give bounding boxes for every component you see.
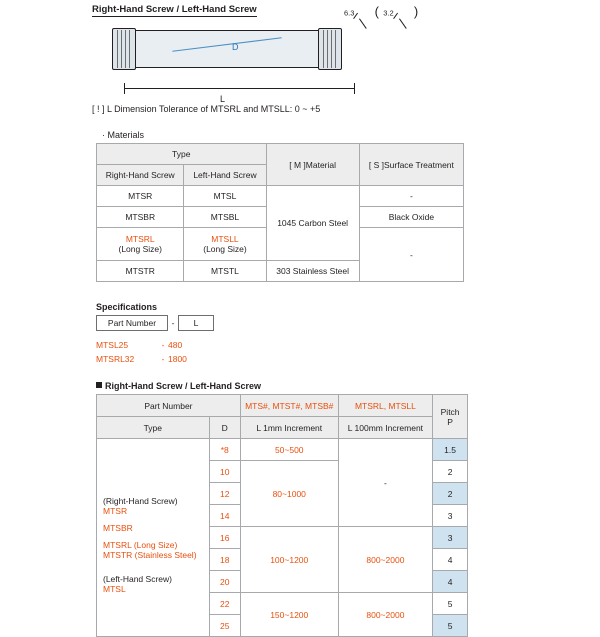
bt-header-group1 (240, 395, 338, 417)
materials-header-material: [ M ]Material (266, 144, 359, 186)
table-row (97, 144, 464, 165)
materials-table (96, 143, 464, 282)
example-dash-2: - (161, 354, 165, 364)
material-left-1: MTSL (184, 186, 266, 207)
formula-dash: - (171, 318, 175, 328)
bt-header-type: Type (97, 417, 210, 439)
bt-header-part-number: Part Number (97, 395, 241, 417)
roughness-symbol-1 (342, 8, 372, 19)
material-left-3-code: MTSLL (211, 234, 239, 244)
l-box: L (178, 315, 214, 331)
dimension-d-label: D (232, 42, 239, 52)
d-value-5: 16 (209, 527, 240, 549)
range-col2-1: - (338, 439, 433, 527)
pitch-value-7: 4 (433, 571, 468, 593)
bt-header-group2 (338, 395, 433, 417)
part-number-examples (96, 338, 187, 366)
material-surface-3: - (359, 228, 463, 282)
material-right-1: MTSR (97, 186, 184, 207)
bt-header-inc2: L 100mm Increment (338, 417, 433, 439)
bt-header-group2-text: MTSRL, MTSLL (354, 400, 416, 411)
threaded-shaft-illustration (112, 28, 342, 104)
example-l-1: 480 (168, 340, 183, 350)
d-value-8: 22 (209, 593, 240, 615)
roughness-value-2: 3.2 (383, 9, 394, 18)
range-col2-3: 800~2000 (338, 593, 433, 637)
bt-header-group1-text: MTS#, MTST#, MTSB# (245, 400, 334, 411)
range-col1-1: 50~500 (240, 439, 338, 461)
type-line-8: MTSL (103, 583, 126, 594)
roughness-paren-close: ) (413, 4, 419, 19)
material-right-2: MTSBR (97, 207, 184, 228)
dimensions-table (96, 394, 468, 637)
material-name-stainless: 303 Stainless Steel (266, 261, 359, 282)
range-col1-4: 150~1200 (240, 593, 338, 637)
roughness-value-1: 6.3 (344, 9, 355, 18)
pitch-value-2: 2 (433, 461, 468, 483)
shaft-thread-right (318, 28, 342, 70)
table-row (97, 395, 468, 417)
bottom-section-title-text: Right-Hand Screw / Left-Hand Screw (105, 381, 262, 391)
bt-header-pitch-text: Pitch (440, 406, 460, 417)
range-col1-2: 80~1000 (240, 461, 338, 527)
material-name-carbon: 1045 Carbon Steel (266, 186, 359, 261)
type-line-1: (Right-Hand Screw) (103, 495, 178, 506)
d-value-3: 12 (209, 483, 240, 505)
type-line-2: MTSR (103, 505, 128, 516)
material-surface-1: - (359, 186, 463, 207)
materials-label: · Materials (102, 130, 145, 140)
bt-type-cell (97, 439, 210, 637)
bt-header-pitch (433, 395, 468, 439)
dimension-l-tick-left (124, 83, 125, 94)
material-left-3 (184, 228, 266, 261)
material-right-3-code: MTSRL (125, 234, 155, 244)
roughness-symbol-2 (381, 8, 411, 19)
specifications-title: Specifications (96, 302, 158, 312)
d-value-2: 10 (209, 461, 240, 483)
type-line-7: (Left-Hand Screw) (103, 573, 172, 584)
d-value-4: 14 (209, 505, 240, 527)
materials-header-left: Left-Hand Screw (184, 165, 266, 186)
part-number-box: Part Number (96, 315, 168, 331)
material-left-3-note: (Long Size) (203, 244, 247, 254)
material-left-2: MTSBL (184, 207, 266, 228)
bt-header-d: D (209, 417, 240, 439)
bottom-section-title (96, 381, 261, 391)
example-l-2: 1800 (168, 354, 187, 364)
roughness-check-icon-2 (394, 8, 406, 19)
type-line-3: MTSBR (103, 522, 133, 533)
material-right-3-note: (Long Size) (118, 244, 162, 254)
range-col2-2: 800~2000 (338, 527, 433, 593)
materials-header-surface: [ S ]Surface Treatment (359, 144, 463, 186)
example-part-2: MTSRL32 (96, 354, 135, 364)
dimension-l-label: L (220, 94, 226, 104)
material-surface-2: Black Oxide (359, 207, 463, 228)
table-row (97, 439, 468, 461)
roughness-check-icon (354, 8, 366, 19)
dimension-l-tick-right (354, 83, 355, 94)
example-part-1: MTSL25 (96, 340, 129, 350)
type-line-4: MTSRL (Long Size) (103, 539, 178, 550)
pitch-value-6: 4 (433, 549, 468, 571)
pitch-value-3: 2 (433, 483, 468, 505)
tolerance-note: [ ! ] L Dimension Tolerance of MTSRL and MTSLL: 0 ~ +5 (92, 104, 321, 114)
dimension-l-line (124, 88, 354, 89)
part-number-formula (96, 315, 214, 331)
bt-header-inc1: L 1mm Increment (240, 417, 338, 439)
example-dash-1: - (161, 340, 165, 350)
pitch-value-5: 3 (433, 527, 468, 549)
d-value-1: *8 (209, 439, 240, 461)
bt-header-pitch-symbol: P (447, 416, 453, 427)
type-line-5: MTSTR (Stainless Steel) (103, 549, 197, 560)
shaft-thread-left (112, 28, 136, 70)
table-row (97, 186, 464, 207)
section-bullet-icon (96, 382, 102, 388)
product-drawing (92, 4, 522, 104)
d-value-9: 25 (209, 615, 240, 637)
drawing-title: Right-Hand Screw / Left-Hand Screw (92, 4, 257, 15)
d-value-7: 20 (209, 571, 240, 593)
pitch-value-8: 5 (433, 593, 468, 615)
table-row (97, 417, 468, 439)
pitch-value-1: 1.5 (433, 439, 468, 461)
materials-header-right: Right-Hand Screw (97, 165, 184, 186)
roughness-paren-open: ( (374, 4, 380, 19)
pitch-value-4: 3 (433, 505, 468, 527)
surface-roughness-symbols (342, 4, 418, 19)
material-right-3 (97, 228, 184, 261)
range-col1-3: 100~1200 (240, 527, 338, 593)
material-left-4: MTSTL (184, 261, 266, 282)
shaft-body (132, 30, 324, 68)
pitch-value-9: 5 (433, 615, 468, 637)
materials-header-type: Type (97, 144, 267, 165)
material-right-4: MTSTR (97, 261, 184, 282)
d-value-6: 18 (209, 549, 240, 571)
